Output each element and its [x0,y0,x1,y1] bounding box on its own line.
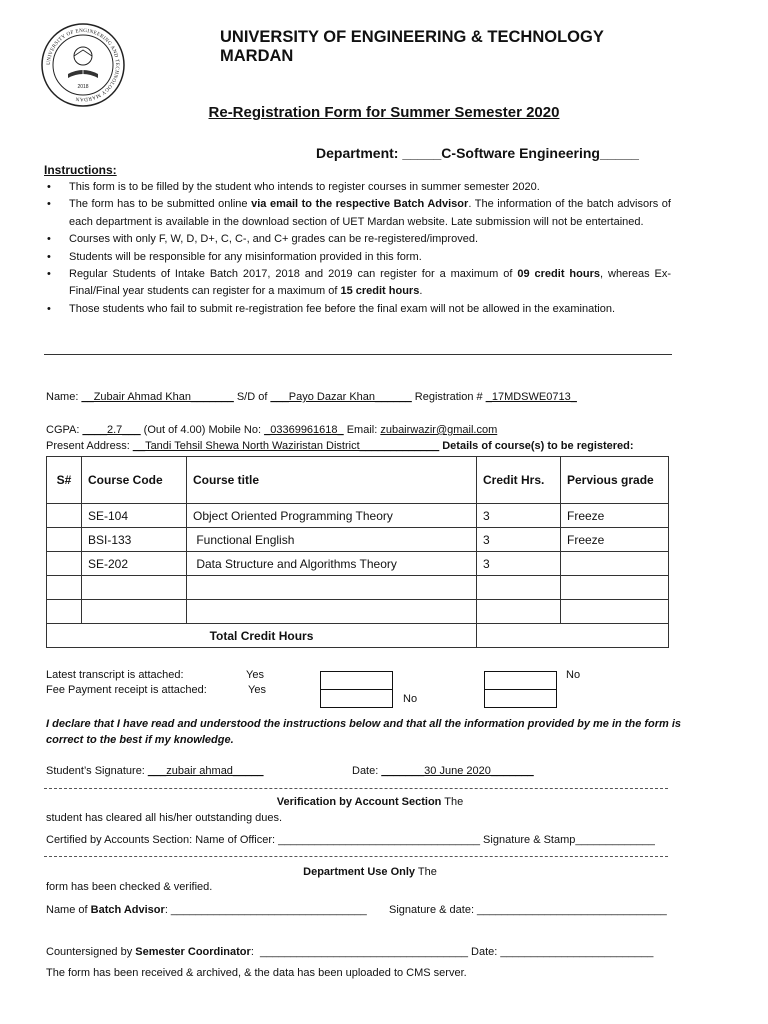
department-use-heading: Department Use Only [303,866,416,878]
registration-field[interactable]: _17MDSWE0713_ [485,391,577,403]
instructions-list [44,179,671,318]
signature-date-row: Date: _______30 June 2020_______ [352,765,534,777]
table-row: BSI-133 Functional English 3 Freeze [47,528,669,552]
signature-date-field[interactable]: _______30 June 2020_______ [381,765,534,777]
mobile-field[interactable]: _03369961618_ [264,424,344,436]
instructions-heading: Instructions: [44,163,117,177]
header-credit-hrs: Credit Hrs. [477,457,561,504]
course-table [46,456,669,648]
student-name-field[interactable]: __Zubair Ahmad Khan_______ [81,391,234,403]
dashed-divider [44,856,668,857]
advisor-signature-date-row[interactable]: Signature & date: _______________________________ [389,904,667,916]
instruction-item: • Those students who fail to submit re-registration fee before the final exam will not be allowed in the examination. [44,301,671,318]
father-name-field[interactable]: ___Payo Dazar Khan______ [270,391,412,403]
instruction-item: • Regular Students of Intake Batch 2017, 2018 and 2019 can register for a maximum of 09 credit hours, whereas Ex-Final/Final year students can register for a maximum of 15 credit hours. [44,266,671,301]
countersigned-row[interactable]: Countersigned by Semester Coordinator: __________________________________ Date: _________________________ [46,946,654,958]
student-signature-row: Student’s Signature: ___zubair ahmad_____ [46,765,264,777]
transcript-yes-box[interactable] [320,671,393,690]
department-use-heading-row: Department Use Only The [303,866,437,878]
cgpa-row: CGPA: ____2.7___ (Out of 4.00) Mobile No: _03369961618_ Email: zubairwazir@gmail.com [46,424,498,436]
declaration-text: I declare that I have read and understood the instructions below and that all the information provided by me in the form is correct to the best if my knowledge. [46,718,682,746]
logo-year: 2018 [77,84,89,90]
university-seal-logo [40,22,126,108]
divider [44,354,672,355]
accounts-clearance-text: student has cleared all his/her outstanding dues. [46,812,283,824]
department-label: Department: [316,145,403,161]
fee-yes-box[interactable] [320,689,393,708]
accounts-heading: Verification by Account Section [276,796,442,808]
table-row: SE-202 Data Structure and Algorithms Theory 3 [47,552,669,576]
email-field[interactable]: zubairwazir@gmail.com [380,424,498,436]
accounts-heading-row: Verification by Account Section The [276,796,464,808]
table-header-row [47,457,669,504]
student-signature-field[interactable]: ___zubair ahmad_____ [147,765,264,777]
table-row [47,600,669,624]
transcript-yes-label: Yes [246,669,264,681]
department-line [316,145,639,161]
transcript-label: Latest transcript is attached: [46,669,184,681]
instruction-item: • The form has to be submitted online via email to the respective Batch Advisor. The information of the batch advisors of each department is available in the download section of UET Mardan website. Late submission will not be entertained. [44,196,671,231]
university-name [220,28,660,66]
logo-ring-text: UNIVERSITY OF ENGINEERING AND TECHNOLOGY MARDAN [45,27,121,103]
total-credit-hours-label: Total Credit Hours [47,624,477,648]
university-name-line1: UNIVERSITY OF ENGINEERING & TECHNOLOGY [220,28,604,46]
fee-receipt-label: Fee Payment receipt is attached: [46,684,207,696]
header-course-title: Course title [187,457,477,504]
university-name-line2: MARDAN [220,47,294,65]
transcript-no-label: No [566,669,581,681]
instruction-item: • This form is to be filled by the student who intends to register courses in summer semester 2020. [44,179,671,196]
instruction-item: • Courses with only F, W, D, D+, C, C-, and C+ grades can be re-registered/improved. [44,231,671,248]
fee-no-box[interactable] [484,689,557,708]
transcript-no-box[interactable] [484,671,557,690]
instruction-item: • Students will be responsible for any misinformation provided in this form. [44,249,671,266]
course-details-label: Details of course(s) to be registered: [439,440,634,452]
cgpa-field[interactable]: ____2.7___ [82,424,141,436]
form-title: Re-Registration Form for Summer Semester 2020 [208,104,560,121]
address-field[interactable]: __Tandi Tehsil Shewa North Waziristan District_____________ [132,440,440,452]
header-sno: S# [47,457,82,504]
batch-advisor-row[interactable]: Name of Batch Advisor: ________________________________ [46,904,367,916]
student-name-row: Name: __Zubair Ahmad Khan_______ S/D of ___Payo Dazar Khan______ Registration # _17MDSWE0713_ [46,391,577,403]
department-checked-text: form has been checked & verified. [46,881,213,893]
archived-note: The form has been received & archived, & the data has been uploaded to CMS server. [46,967,467,979]
accounts-certified-row[interactable]: Certified by Accounts Section: Name of Officer: _________________________________ Signature & Stamp_____________ [46,834,655,846]
table-row: SE-104 Object Oriented Programming Theory 3 Freeze [47,504,669,528]
department-value: _____C-Software Engineering_____ [402,145,639,161]
fee-no-label: No [403,693,418,705]
table-row [47,576,669,600]
header-course-code: Course Code [82,457,187,504]
header-previous-grade: Pervious grade [561,457,669,504]
total-row [47,624,669,648]
address-row: Present Address: __Tandi Tehsil Shewa North Waziristan District_____________ Details of course(s) to be registered: [46,440,634,452]
dashed-divider [44,788,668,789]
total-credit-hours-value[interactable] [477,624,669,648]
fee-yes-label: Yes [248,684,266,696]
